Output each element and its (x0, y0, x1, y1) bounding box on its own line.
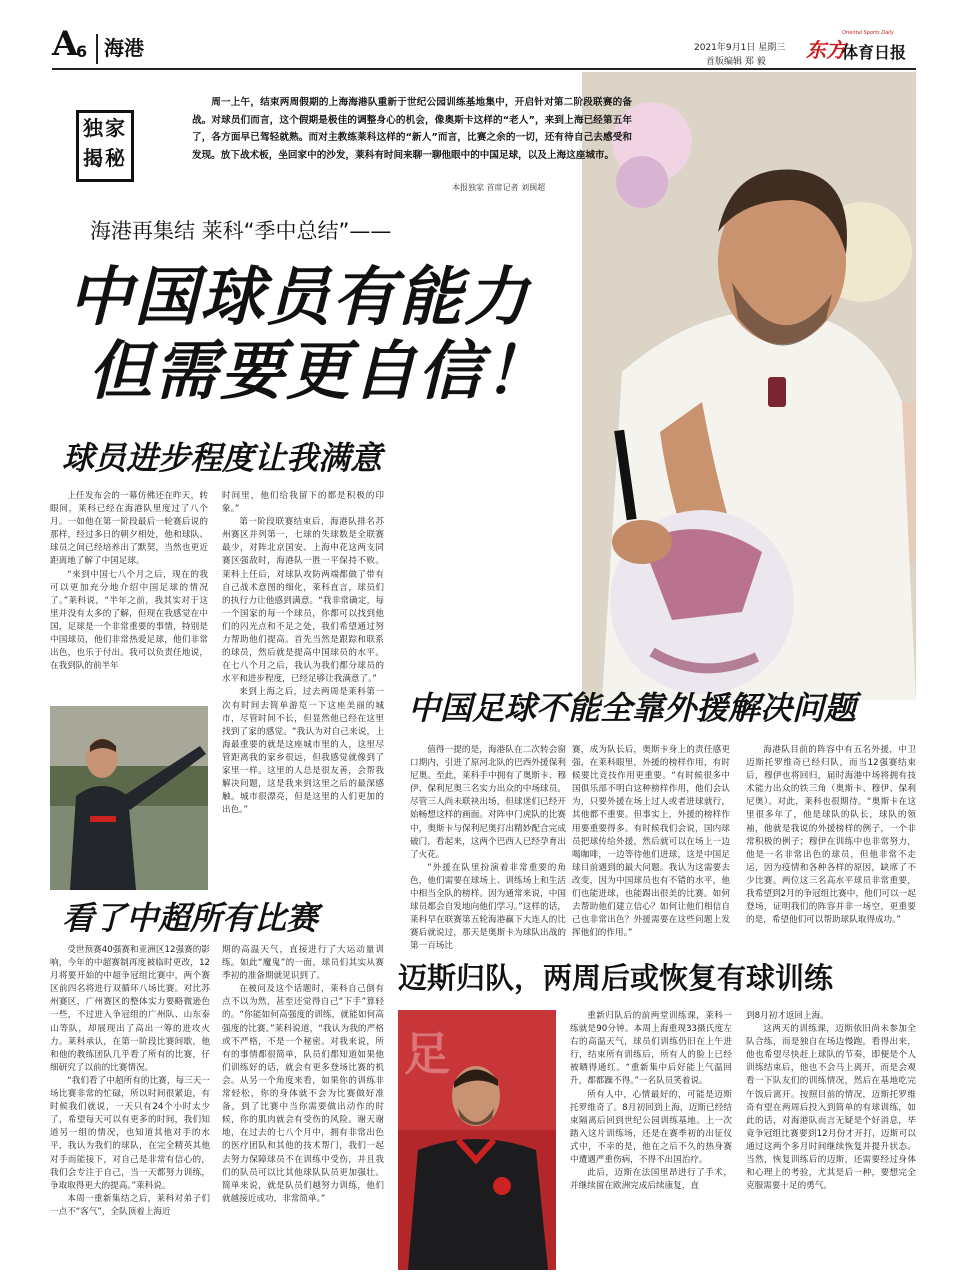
brand-cn-2: 体育日报 (842, 43, 907, 62)
paragraph: 值得一提的是，海港队在二次转会窗口期内，引进了原河北队的巴西外援保利尼奥。至此，莱科手中拥有了奥斯卡、穆伊、保利尼奥三名实力出众的中场球员。尽管三人尚未联袂出场，但球迷们已经开始畅想这样的画面。对阵申门虎队的比赛中，奥斯卡与保利尼奥打出精妙配合完成破门，看起来，这两个巴西人已经孕育出了火花。 (410, 745, 566, 860)
exclusive-badge (76, 110, 134, 182)
page-header (0, 0, 953, 72)
paragraph: 来到上海之后，过去两周是莱科第一次有时间去简单游览一下这座美丽的城市，尽管时间不长，但显然他已经在这里找到了家的感觉。“我认为对自己来说，上海最重要的就是这座城市里的人，这里尽管距离我的家乡很远，但我感觉就像到了家里一样。这里的人总是很友善，会帮我解决问题，这是我来到这里之后的最深感触。城市很漂亮，但是这里的人们更加的出色。” (222, 687, 384, 816)
section-2-title: 看了中超所有比赛 (62, 899, 319, 937)
paragraph: 所有人中，心情最好的，可能是迈斯托罗维奇了。8月初回到上海，迈斯已经结束隔离后回到世纪公园训练基地。上一次踏入这片训练场，还是在赛季初的出征仪式中，不幸的是，他在之后不久的热身赛中遭遇严重伤病，不得不出国治疗。 (570, 1089, 732, 1166)
paragraph: “来到中国七八个月之后，现在的我可以更加充分地介绍中国足球的情况了。”莱科说，“半年之前，我其实对于这里并没有太多的了解，但现在我感觉在中国，足球是一个非常重要的事情，特别是中国球员，他们非常热爱足球，他们非常出色，也乐于付出。我可以负责任地说，在我到队的前半年 (50, 569, 208, 672)
coach-pointing-art (50, 706, 208, 890)
section-1-title: 球员进步程度让我满意 (62, 439, 383, 477)
paragraph: “外援在队里扮演着非常重要的角色，他们需要在球场上、训练场上和生活中相当全队的榜样。因为通常来说，中国球员都会自发地向他们学习。”这样的话，莱科早在联赛第五轮海港赢下大连人的比赛后就说过，那天是奥斯卡为球队出战的第一百场比 (410, 862, 566, 952)
section-3-col-3 (746, 744, 916, 966)
brand-en: Oriental Sports Daily (842, 30, 894, 36)
page-letter: A (52, 24, 79, 64)
section-3-col-1 (410, 744, 566, 966)
section-1-col-2 (222, 490, 384, 900)
section-4-col-2 (746, 1010, 916, 1270)
player-mestrovic-photo (398, 1010, 556, 1270)
badge-line-2: 揭秘 (83, 146, 127, 170)
headline-kicker: 海港再集结 莱科“季中总结”—— (90, 219, 392, 243)
section-3-col-2 (572, 744, 730, 966)
paragraph: 到8月初才返回上海。 (746, 1011, 829, 1021)
paragraph: 受世预赛40强赛和亚洲区12强赛的影响，今年的中超赛制再度被临时更改，12月将要开始的中超争冠组比赛中，两个赛区前四名将进行双循环八场比赛。对比苏州赛区，广州赛区的整体实力要略微逊色一些，不过进入争冠组的广州队、山东泰山等队，却展现出了高出一筹的进攻火力。莱科承认，在第一阶段比赛间歇，他和他的教练团队几乎看了所有的比赛，仔细研究了以前的比赛情况。 (50, 945, 210, 1073)
paragraph: 第一阶段联赛结束后，海港队排名苏州赛区并列第一，七球的失球数是全联赛最少，对阵北京国安、上海申花这两支同赛区强敌时，海港队一胜一平保持不败。莱科上任后，对球队攻防两端都做了带有自己战术意图的细化，莱科直言，球员们的执行力让他感到满意。“我非常确定，每一个国家的每一个球员，你都可以找到他们的闪光点和不足之处，我们希望通过努力帮助他们提高。首先当然是跟踪和联系的球员，然后就是提高中国球员的水平。在七八个月之后，我认为我们都分球员的水平和进步程度，已经足够让我满意了。” (222, 517, 384, 685)
issue-date: 2021年9月1日 星期三 (694, 43, 786, 53)
paragraph: 海港队目前的阵容中有五名外援，中卫迈斯托罗维奇已经归队，而当12强赛结束后，穆伊也将回归，届时海港中场将拥有技术能力出众的铁三角（奥斯卡、穆伊、保利尼奥）。对此，莱科也很期待。“奥斯卡在这里很多年了，他是球队的队长，球队的领袖，他就是我说的外援榜样的例子，一个非常积极的例子；穆伊在训练中也非常努力，他是一名非常出色的球员，但他非常不走运，因为疫情和各种各样的原因，缺席了不少比赛。两位这三名高水平球员非常重要，我希望到2月的争冠组比赛中，他们可以一起登场，证明我们的阵容并非一场空，更重要的是，希望他们可以帮助球队取得成功。” (746, 745, 916, 926)
section-4-title: 迈斯归队，两周后或恢复有球训练 (398, 961, 834, 995)
hero-photo-art (582, 72, 916, 700)
badge-line-1: 独家 (83, 116, 127, 140)
editor-credit: 首版编辑 郑 毅 (706, 57, 766, 67)
svg-text:足: 足 (404, 1027, 450, 1081)
page-number: 6 (76, 42, 88, 61)
paragraph: “我们看了中超所有的比赛，每三天一场比赛非常的忙碌，所以时间很紧迫，有时候我们就说，一天只有24个小时太少了，希望每天可以有更多的时间，我们知道另一组的情况，也知道其他对手的水平，我认为我们的球队，在完全精英其他对手而能接下，对自己是非常有信心的，我们会专注于自己，当一天都努力训练，争取取得更大的提高。”莱科说。 (50, 1075, 210, 1191)
paragraph: 本周一重新集结之后，莱科对弟子们一点不“客气”，全队顶着上海近 (50, 1193, 210, 1217)
header-divider (96, 34, 98, 64)
paragraph: 此后，迈斯在法国里昂进行了手术，并继续留在欧洲完成后续康复，直 (570, 1168, 732, 1192)
paragraph: 期的高温天气，直接进行了大运动量训练。如此“魔鬼”的一面，球员们其实从赛季初的准备期就见识到了。 (222, 945, 384, 982)
header-rule (52, 68, 916, 70)
hero-photo-coach-signing-ball (582, 72, 916, 700)
section-title: 海港 (104, 36, 144, 60)
paragraph: 上任发布会的一幕仿佛还在昨天，转眼间，莱科已经在海港队里度过了八个月。一如他在第一阶段最后一轮赛后说的那样，经过多日的朝夕相处，他和球队、球员之间已经培养出了默契，当然也更近距离地了解了中国足球。 (50, 491, 208, 567)
intro-text: 周一上午，结束两周假期的上海海港队重新于世纪公园训练基地集中，开启针对第二阶段联赛的备战。对球员们而言，这个假期是极佳的调整身心的机会，像奥斯卡这样的“老人”，来到上海已经第五年了，各方面早已驾轻就熟。而对主教练莱科这样的“新人”而言，比赛之余的一切，还有待自己去感受和发现。放下战术板，坐回家中的沙发，莱科有时间来聊一聊他眼中的中国足球，以及上海这座城市。 (192, 97, 632, 161)
paragraph: 时间里，他们给我留下的都是积极的印象。” (222, 491, 384, 515)
section-3-title: 中国足球不能全靠外援解决问题 (408, 689, 857, 727)
paragraph: 赛，成为队长后，奥斯卡身上的责任感更强，在莱科眼里，外援的榜样作用，有时候要比竞技作用更重要。“有时候很多中国俱乐部不明白这种榜样作用，他们会认为，只要外援在场上过人或者进球就行，其他都不重要。但事实上，外援的榜样作用要重要得多。有时候我们会说，国内球员把球传给外援，然后就可以在场上一边喝咖啡，一边等待他们进球，这是中国足球目前遇到的最大问题。我认为这需要去改变，因为中国球员也有不错的水平，他们也能进球，也能踢出很美的比赛。如何去帮助他们建立信心？如何让他们相信自己也非常出色？外援需要在这些问题上发挥他们的作用。” (572, 745, 730, 939)
paragraph: 这两天的训练课，迈斯依旧尚未参加全队合练，而是独自在场边慢跑。看得出来，他也希望尽快赶上球队的节奏，即便是个人训练结束后，他也不会马上离开，而是会观看一下队友们的训练情况，然后在基地吃完午饭后离开。按照目前的情况，迈斯托罗维奇有望在两周后投入到简单的有球训练，如此的话，对海港队而言无疑是个好消息，毕竟争冠组比赛要到12月份才开打，迈斯可以通过这两个多月时间继续恢复并提升状态。当然，恢复训练后的迈斯，还需要经过身体和心理上的考验，尤其是后一种，要想完全克服需要十足的勇气。 (746, 1024, 916, 1192)
section-2-col-2 (222, 944, 384, 1268)
section-4-col-1 (570, 1010, 732, 1270)
paragraph: 重新归队后的前两堂训练课，莱科一练就是90分钟。本周上海重现33摄氏度左右的高温天气，球员们训练仍旧在上午进行，结束所有训练后，所有人的脸上已经被晒得通红。“重新集中后好能上气温回升，都都躁不得。”一名队员笑着说。 (570, 1011, 732, 1087)
headline-line-1: 中国球员有能力 (68, 260, 530, 335)
intro-byline: 本报独家 首席记者 刘闽超 (452, 183, 546, 192)
brand-cn-1: 东方 (806, 38, 846, 62)
headline-line-2: 但需要更自信！ (88, 334, 550, 409)
paragraph: 在被问及这个话题时，莱科自己倒有点不以为然，甚至还觉得自己“下手”算轻的。“你能如何高强度的训练，就能如何高强度的比赛。”莱科说道，“我认为我的严格或不严格，不是一个秘密。对我来说，所有的事情都很简单，队员们都知道如果他们训练好的话，就会有更多登场比赛的机会。从另一个角度来看，如果你的训练非常轻松，你的身体就不会为比赛做好准备，到了比赛中当你需要做出动作的时候，你的肌肉就会有受伤的风险。谢天谢地，在过去的七八个月中，拥有非常出色的医疗团队和其他的技术帮门，我们一起去努力保障球员不在训练中受伤，并且我们的队员可以比其他球队队员更加强壮。简单来说，就是队员们越努力训练，他们就越接近成功，非常简单。” (222, 984, 384, 1204)
section-2-col-1 (50, 944, 210, 1268)
coach-pointing-photo (50, 706, 208, 890)
brand-logo (806, 30, 916, 66)
section-1-col-1 (50, 490, 208, 702)
player-photo-art (398, 1010, 556, 1270)
